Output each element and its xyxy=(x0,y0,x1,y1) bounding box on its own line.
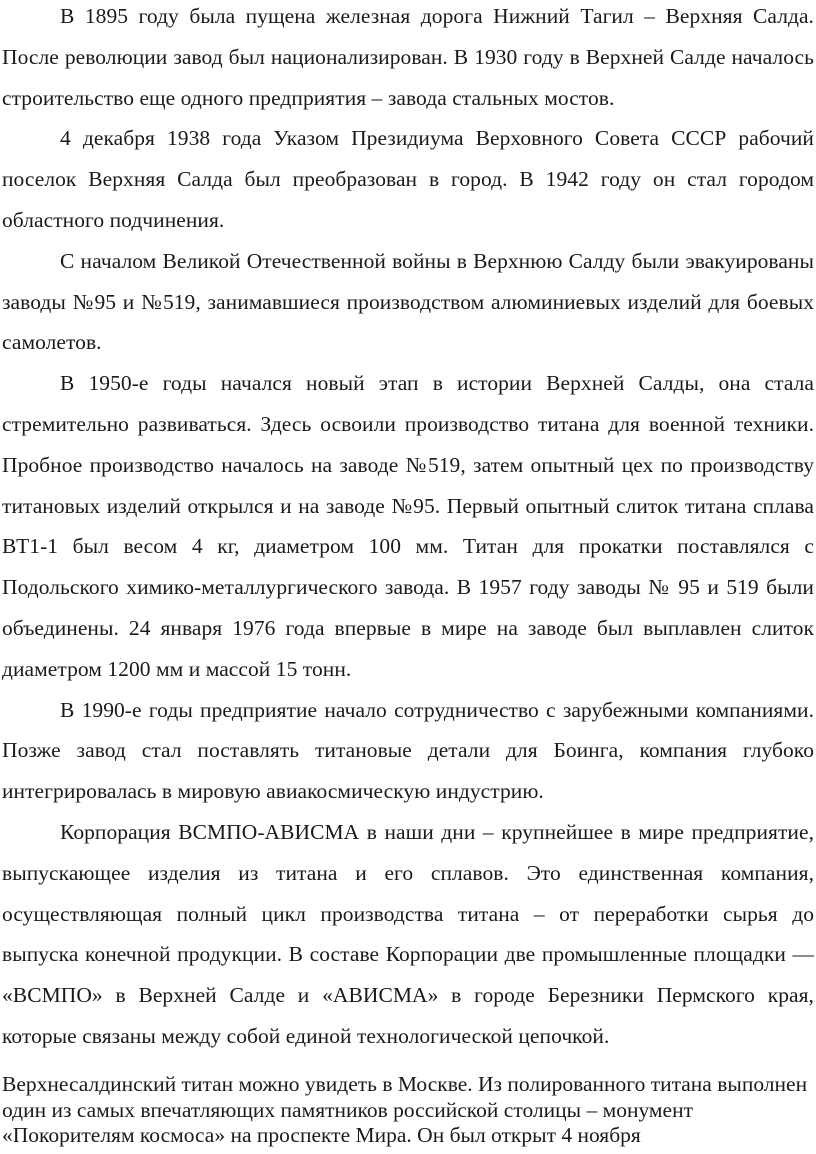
paragraph-titanium-1950s: В 1950-е годы начался новый этап в истории Верхней Салды, она стала стремительно развиваться. Здесь освоили производство титана для военной техники. Пробное производство началось на заводе №519, затем опытный цех по производству титановых изделий открылся и на заводе №95. Первый опытный слиток титана сплава ВТ1-1 был весом 4 кг, диаметром 100 мм. Титан для прокатки поставлялся с Подольского химико-металлургического завода. В 1957 году заводы № 95 и 519 были объединены. 24 января 1976 года впервые в мире на заводе был выплавлен слиток диаметром 1200 мм и массой 15 тонн. xyxy=(2,371,814,681)
paragraph-city-status: 4 декабря 1938 года Указом Президиума Верховного Совета СССР рабочий поселок Верхняя Салда был преобразован в город. В 1942 году он стал городом областного подчинения. xyxy=(2,126,814,232)
paragraph-moscow-monument: Верхнесалдинский титан можно увидеть в Москве. Из полированного титана выполнен один из самых впечатляющих памятников российской столицы – монумент «Покорителям космоса» на проспекте Мира. Он был открыт 4 ноября xyxy=(2,1072,808,1148)
paragraph-war-evacuation: С началом Великой Отечественной войны в Верхнюю Салду были эвакуированы заводы №95 и №519, занимавшиеся производством алюминиевых изделий для боевых самолетов. xyxy=(2,248,814,355)
body-text xyxy=(2,0,814,1057)
paragraph-1990s: В 1990-е годы предприятие начало сотрудничество с зарубежными компаниями. Позже завод стал поставлять титановые детали для Боинга, компания глубоко интегрировалась в мировую авиакосмическую индустрию. xyxy=(2,697,814,804)
paragraph-railway: В 1895 году была пущена железная дорога Нижний Тагил – Верхняя Салда. После революции завод был национализирован. В 1930 году в Верхней Салде началось строительство еще одного предприятия – завода стальных мостов. xyxy=(2,4,814,110)
paragraph-corporation: Корпорация ВСМПО-АВИСМА в наши дни – крупнейшее в мире предприятие, выпускающее изделия из титана и его сплавов. Это единственная компания, осуществляющая полный цикл производства титана – от переработки сырья до выпуска конечной продукции. В составе Корпорации две промышленные площадки — «ВСМПО» в Верхней Салде и «АВИСМА» в городе Березники Пермского края, которые связаны между собой единой технологической цепочкой. xyxy=(2,819,814,1048)
